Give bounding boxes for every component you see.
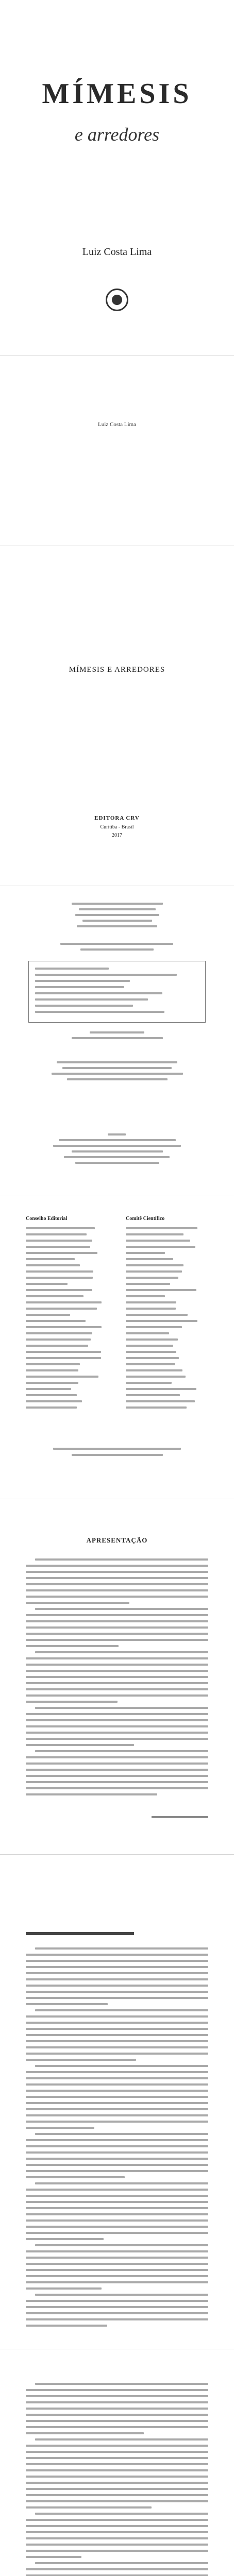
text-line [126, 1376, 186, 1378]
text-line [26, 1345, 88, 1347]
text-line [126, 1326, 182, 1328]
text-line [35, 2065, 208, 2067]
text-line [35, 2294, 208, 2296]
text-line [26, 1664, 208, 1666]
text-line [26, 2389, 208, 2391]
text-line [26, 1787, 208, 1789]
text-line [26, 1565, 208, 1567]
text-line [26, 1670, 208, 1672]
text-line [26, 2189, 208, 2191]
text-line [26, 1400, 82, 1402]
text-line [26, 1332, 92, 1334]
text-line [126, 1227, 197, 1229]
text-line [26, 2028, 208, 2030]
publisher-name: EDITORA CRV [94, 815, 140, 821]
text-line [26, 2395, 208, 2397]
text-line [26, 2306, 208, 2308]
text-line [26, 2544, 208, 2546]
text-line [26, 2096, 208, 2098]
text-line [26, 1394, 77, 1396]
text-line [26, 1314, 70, 1316]
text-line [35, 2513, 208, 2515]
page-presentation [0, 1515, 234, 1855]
text-line [126, 1394, 180, 1396]
text-line [26, 2121, 208, 2123]
text-line [26, 2500, 208, 2502]
text-line [26, 2476, 208, 2478]
text-line [126, 1270, 182, 1273]
text-line [26, 2083, 208, 2086]
text-line [35, 2133, 208, 2135]
text-line [26, 1571, 208, 1573]
text-line [26, 2550, 208, 2552]
page-editorial-board [0, 1206, 234, 1499]
text-line [26, 1972, 208, 1974]
text-line [35, 1005, 133, 1007]
text-line [126, 1351, 176, 1353]
text-line [26, 2494, 208, 2496]
text-line [126, 1240, 190, 1242]
text-line [126, 1332, 169, 1334]
text-line [26, 2445, 208, 2447]
text-line [126, 1308, 176, 1310]
text-line [26, 2401, 208, 2403]
page-copyright [0, 891, 234, 1195]
text-line [26, 2219, 208, 2222]
text-line [26, 1744, 134, 1746]
text-line [26, 1688, 208, 1690]
text-line [26, 1295, 83, 1297]
text-line [26, 2432, 144, 2434]
text-line [75, 914, 159, 916]
text-line [26, 1756, 208, 1758]
text-line [26, 1258, 75, 1260]
text-line [126, 1233, 183, 1235]
text-line [26, 2531, 208, 2533]
text-line [108, 1133, 126, 1136]
text-line [26, 1775, 208, 1777]
text-line [26, 2469, 208, 2471]
text-line [26, 2102, 208, 2104]
text-line [26, 2213, 208, 2215]
text-line [26, 2145, 208, 2147]
text-line [26, 1682, 208, 1684]
text-line [26, 2519, 208, 2521]
text-line [26, 1769, 208, 1771]
text-line [26, 1997, 208, 1999]
text-line [80, 948, 154, 951]
text-line [126, 1388, 196, 1390]
text-line [35, 2182, 208, 2184]
text-line [126, 1320, 197, 1322]
text-line [26, 1602, 129, 1604]
text-line [26, 2040, 208, 2042]
text-line [26, 2015, 208, 2018]
text-line [26, 2176, 125, 2178]
text-line [26, 1351, 101, 1353]
text-line [26, 1376, 98, 1378]
text-line [60, 943, 173, 945]
text-line [26, 1246, 90, 1248]
text-line [26, 2537, 208, 2539]
text-line [35, 2438, 208, 2441]
text-line [26, 2046, 208, 2048]
text-line [126, 1406, 187, 1409]
text-line [26, 2139, 208, 2141]
text-line [26, 1589, 208, 1591]
publisher-place: Curitiba - Brasil [100, 824, 134, 830]
text-line [126, 1382, 172, 1384]
text-line [35, 1558, 208, 1561]
text-line [26, 2408, 208, 2410]
text-line [35, 1750, 208, 1752]
text-line [26, 2053, 208, 2055]
text-line [26, 2077, 208, 2079]
text-line [26, 1676, 208, 1678]
text-line [26, 2287, 102, 2290]
text-line [26, 1289, 92, 1291]
text-line [35, 1707, 208, 1709]
text-line [26, 2090, 208, 2092]
logo-inner-mark [112, 295, 122, 305]
text-line [126, 1252, 165, 1254]
text-line [75, 1162, 159, 1164]
text-line [26, 1732, 208, 1734]
text-line [26, 1719, 208, 1721]
text-line [26, 1633, 208, 1635]
text-line [35, 1947, 208, 1950]
page-title [0, 551, 234, 886]
text-line [126, 1400, 195, 1402]
text-line [53, 1448, 181, 1450]
text-line [26, 1363, 80, 1365]
text-line [26, 1270, 93, 1273]
text-line [26, 1954, 208, 1956]
text-line [26, 1614, 208, 1616]
text-line [26, 2556, 81, 2558]
text-line [72, 1037, 163, 1039]
text-line [26, 1978, 208, 1980]
catalog-record-box [28, 961, 206, 1023]
text-line [26, 2059, 136, 2061]
chapter-heading [26, 1932, 134, 1935]
text-line [26, 1326, 102, 1328]
text-line [26, 2207, 208, 2209]
text-line [72, 1150, 163, 1153]
text-line [26, 2506, 152, 2509]
text-line [26, 1701, 118, 1703]
text-line [35, 980, 130, 982]
text-line [26, 1966, 208, 1968]
text-line [26, 1985, 208, 1987]
text-line [26, 2281, 208, 2283]
text-line [26, 1596, 208, 1598]
text-line [35, 1651, 208, 1653]
text-line [35, 1011, 164, 1013]
text-line [26, 2263, 208, 2265]
text-line [26, 1645, 119, 1647]
text-line [26, 1713, 208, 1715]
text-line [126, 1258, 173, 1260]
text-line [26, 1233, 87, 1235]
text-line [64, 1156, 170, 1158]
text-line [126, 1345, 173, 1347]
text-line [26, 1991, 208, 1993]
text-line [126, 1246, 195, 1248]
text-line [26, 1369, 78, 1371]
text-line [26, 2568, 208, 2570]
presentation-heading: APRESENTAÇÃO [86, 1536, 148, 1544]
text-line [26, 2269, 208, 2271]
text-line [126, 1264, 183, 1266]
text-line [26, 2257, 208, 2259]
text-line [26, 1738, 208, 1740]
text-line [26, 1626, 208, 1629]
text-line [26, 2232, 208, 2234]
text-line [26, 2108, 208, 2110]
text-line [26, 1793, 157, 1795]
text-line [126, 1338, 178, 1341]
text-line [26, 2426, 208, 2428]
text-line [26, 1357, 101, 1359]
text-line [26, 2482, 208, 2484]
text-line [26, 2127, 94, 2129]
text-line [26, 1620, 208, 1622]
text-line [126, 1277, 178, 1279]
publication-year: 2017 [112, 833, 122, 838]
text-line [26, 1694, 208, 1697]
book-author: Luiz Costa Lima [82, 246, 152, 258]
text-line [35, 974, 177, 976]
signature-line [152, 1816, 208, 1818]
text-line [26, 1252, 97, 1254]
text-line [26, 2238, 104, 2240]
text-line [26, 2034, 208, 2036]
text-line [53, 1145, 181, 1147]
text-line [26, 1639, 208, 1641]
text-line [26, 2250, 208, 2252]
page-chapter-start [0, 1906, 234, 2349]
text-line [26, 2226, 208, 2228]
text-line [26, 2114, 208, 2116]
text-line [26, 2312, 208, 2314]
text-line [72, 1454, 163, 1456]
text-line [82, 920, 152, 922]
book-title: MÍMESIS [42, 78, 192, 110]
half-title-author: Luiz Costa Lima [98, 421, 136, 428]
text-line [26, 1382, 78, 1384]
text-line [35, 1608, 208, 1610]
text-line [26, 1960, 208, 1962]
text-line [26, 2158, 208, 2160]
text-line [26, 2451, 208, 2453]
title-page-title: MÍMESIS E ARREDORES [69, 666, 165, 674]
text-line [26, 2525, 208, 2527]
text-line [35, 992, 162, 994]
text-line [26, 1277, 93, 1279]
text-line [26, 1725, 208, 1727]
text-line [26, 2275, 208, 2277]
text-line [126, 1295, 165, 1297]
text-line [35, 986, 124, 988]
text-line [35, 2562, 208, 2564]
text-line [26, 2164, 208, 2166]
page-half-title [0, 361, 234, 546]
text-line [126, 1283, 170, 1285]
text-line [26, 1264, 80, 1266]
text-line [35, 2383, 208, 2385]
text-line [26, 1320, 86, 1322]
text-line [35, 2009, 208, 2011]
text-line [26, 1577, 208, 1579]
text-line [77, 925, 157, 927]
text-line [26, 1308, 97, 1310]
text-line [59, 1139, 176, 1141]
text-line [26, 1227, 95, 1229]
text-line [26, 2201, 208, 2203]
council-heading: Conselho Editorial [26, 1216, 68, 1222]
text-line [126, 1314, 188, 1316]
text-line [26, 1406, 77, 1409]
text-line [26, 2071, 208, 2073]
text-line [26, 2318, 208, 2320]
text-line [26, 2414, 208, 2416]
text-line [26, 2420, 208, 2422]
text-line [26, 2151, 208, 2154]
text-line [72, 903, 163, 905]
committee-heading: Comitê Científico [126, 1216, 165, 1222]
text-line [126, 1301, 176, 1303]
text-line [26, 1338, 91, 1341]
text-line [35, 2244, 208, 2246]
publisher-logo-icon [106, 289, 128, 311]
text-line [26, 2457, 208, 2459]
text-line [26, 1301, 102, 1303]
text-line [67, 1078, 168, 1080]
text-line [26, 2300, 208, 2302]
text-line [90, 1031, 144, 1033]
text-line [26, 2003, 108, 2005]
text-line [62, 1067, 172, 1069]
text-line [126, 1357, 179, 1359]
text-line [26, 1583, 208, 1585]
text-line [35, 968, 109, 970]
text-line [26, 1762, 208, 1765]
text-line [35, 998, 148, 1001]
text-line [57, 1061, 177, 1063]
text-line [26, 2325, 107, 2327]
text-line [26, 2195, 208, 2197]
text-line [26, 2170, 208, 2172]
text-line [79, 908, 156, 910]
text-line [52, 1073, 183, 1075]
page-cover [0, 0, 234, 355]
text-line [26, 1657, 208, 1659]
text-line [26, 2022, 208, 2024]
text-line [26, 1388, 71, 1390]
text-line [26, 2488, 208, 2490]
text-line [26, 2463, 208, 2465]
text-line [126, 1369, 182, 1371]
text-line [126, 1363, 175, 1365]
text-line [26, 1283, 68, 1285]
book-subtitle: e arredores [74, 124, 160, 145]
text-line [26, 1781, 208, 1783]
text-line [126, 1289, 196, 1291]
page-text-1 [0, 2370, 234, 2576]
text-line [26, 1240, 92, 1242]
